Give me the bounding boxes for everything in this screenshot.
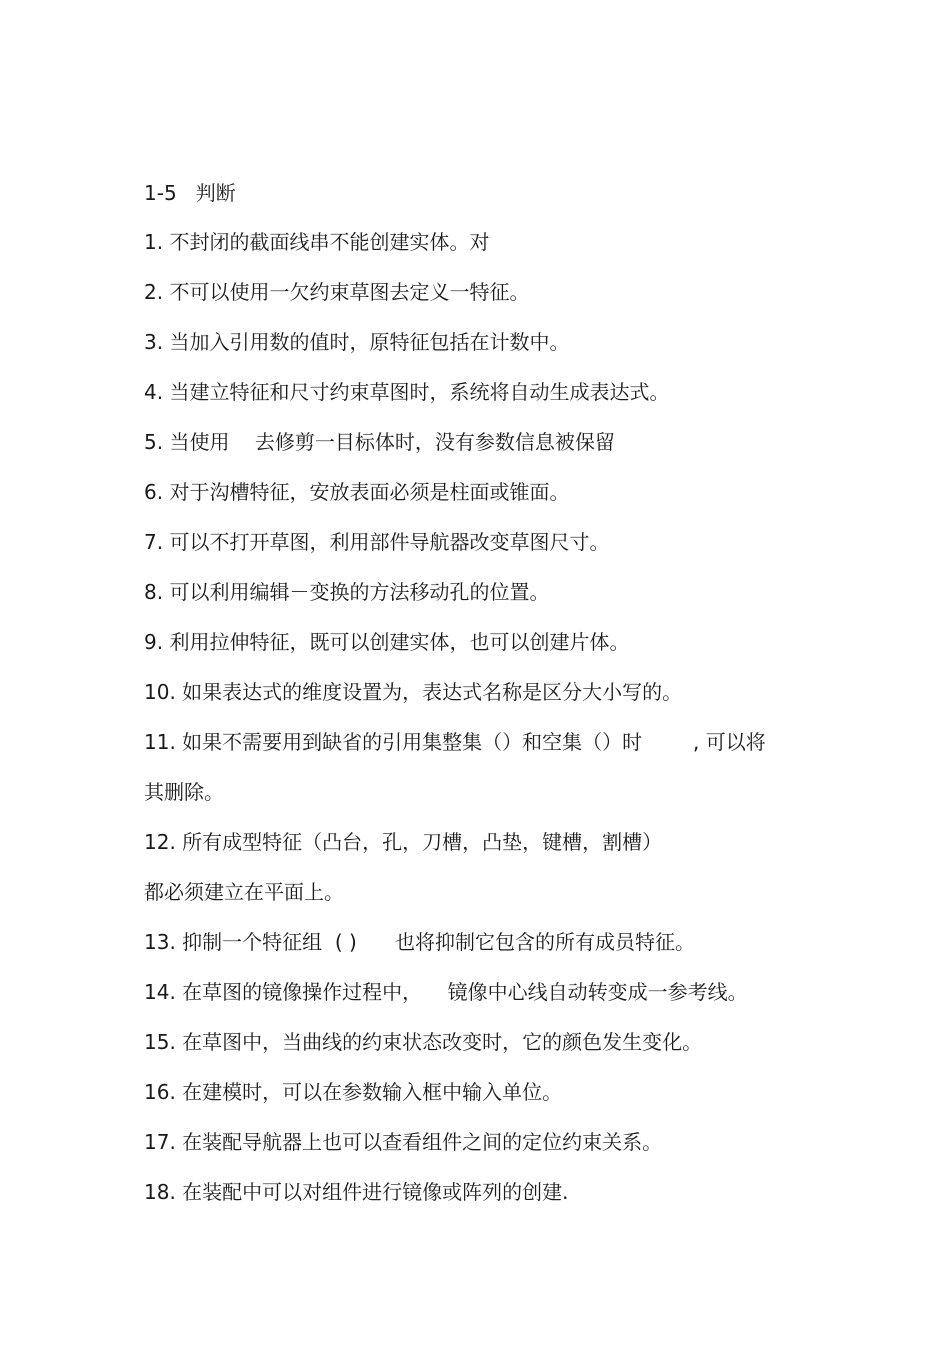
question-11-continued: 其删除。: [144, 780, 224, 804]
question-4: 4. 当建立特征和尺寸约束草图时，系统将自动生成表达式。: [144, 380, 670, 404]
question-9: 9. 利用拉伸特征，既可以创建实体，也可以创建片体。: [144, 630, 630, 654]
question-14: 14. 在草图的镜像操作过程中， 镜像中心线自动转变成一参考线。: [144, 980, 748, 1004]
question-6: 6. 对于沟槽特征，安放表面必须是柱面或锥面。: [144, 480, 570, 504]
question-12-continued: 都必须建立在平面上。: [144, 880, 344, 904]
question-5: 5. 当使用 去修剪一目标体时，没有参数信息被保留: [144, 430, 615, 454]
section-heading: 1-5 判断: [144, 181, 236, 205]
question-11: 11. 如果不需要用到缺省的引用集整集（）和空集（）时 , 可以将: [144, 730, 766, 754]
question-3: 3. 当加入引用数的值时，原特征包括在计数中。: [144, 330, 570, 354]
question-7: 7. 可以不打开草图，利用部件导航器改变草图尺寸。: [144, 530, 610, 554]
question-18: 18. 在装配中可以对组件进行镜像或阵列的创建.: [144, 1180, 569, 1204]
question-8: 8. 可以利用编辑－变换的方法移动孔的位置。: [144, 580, 550, 604]
question-2: 2. 不可以使用一欠约束草图去定义一特征。: [144, 280, 530, 304]
question-13: 13. 抑制一个特征组 ( ) 也将抑制它包含的所有成员特征。: [144, 930, 695, 954]
question-15: 15. 在草图中，当曲线的约束状态改变时，它的颜色发生变化。: [144, 1030, 703, 1054]
question-10: 10. 如果表达式的维度设置为，表达式名称是区分大小写的。: [144, 680, 683, 704]
question-12: 12. 所有成型特征（凸台，孔，刀槽，凸垫，键槽，割槽）: [144, 830, 663, 854]
question-1: 1. 不封闭的截面线串不能创建实体。对: [144, 230, 490, 254]
question-17: 17. 在装配导航器上也可以查看组件之间的定位约束关系。: [144, 1130, 663, 1154]
question-16: 16. 在建模时，可以在参数输入框中输入单位。: [144, 1080, 563, 1104]
